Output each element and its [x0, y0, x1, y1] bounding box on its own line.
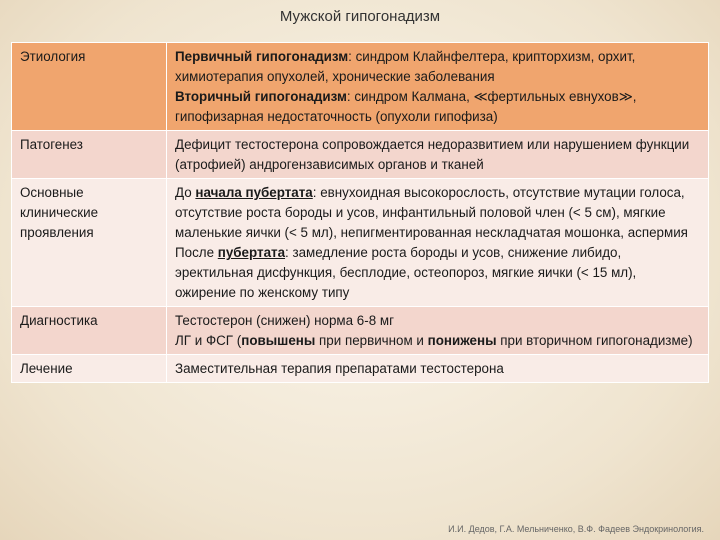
- lh-fsh-prefix: ЛГ и ФСГ (: [175, 333, 242, 348]
- before-puberty-term: начала пубертата: [195, 185, 313, 200]
- after-puberty-term: пубертата: [217, 245, 286, 260]
- row-content: [167, 179, 709, 307]
- row-content: [167, 43, 709, 131]
- table-row-treatment: [12, 355, 709, 383]
- lh-fsh-middle: при первичном и: [315, 333, 428, 348]
- lowered-term: понижены: [427, 333, 497, 348]
- before-prefix: До: [175, 185, 196, 200]
- row-label: Лечение: [12, 355, 167, 383]
- row-content: [167, 307, 709, 355]
- after-puberty-signs: : замедление роста бороды и усов, снижение либидо, эректильная дисфункция, бесплодие, остеопороз, мягкие яички (< 15 мл), ожирение по женскому типу: [175, 245, 637, 300]
- table-row-pathogenesis: [12, 131, 709, 179]
- table-row-clinical: [12, 179, 709, 307]
- before-puberty-signs: : евнухоидная высокорослость, отсутствие мутации голоса, отсутствие роста бороды и усов, инфантильный половой член (< 5 см), мягкие маленькие яички (< 5 мл), непигментированная нескладчатая мошонка, аспермия: [175, 185, 688, 240]
- primary-hypogonadism-term: Первичный гипогонадизм: [175, 49, 349, 64]
- row-label: Этиология: [12, 43, 167, 131]
- row-label: Диагностика: [12, 307, 167, 355]
- slide-title: Мужской гипогонадизм: [279, 8, 441, 25]
- elevated-term: повышены: [241, 333, 316, 348]
- source-credit: И.И. Дедов, Г.А. Мельниченко, В.Ф. Фадеев Эндокринология.: [448, 524, 704, 534]
- testosterone-line: Тестостерон (снижен) норма 6-8 мг: [175, 313, 394, 328]
- hypogonadism-table: [11, 42, 709, 383]
- primary-hypogonadism-causes: : синдром Клайнфелтера, крипторхизм, орхит, химиотерапия опухолей, хронические заболевания: [175, 49, 636, 84]
- lh-fsh-suffix: при вторичном гипогонадизме): [496, 333, 693, 348]
- row-label: Патогенез: [12, 131, 167, 179]
- row-content: Дефицит тестостерона сопровождается недоразвитием или нарушением функции (атрофией) андрогензависимых органов и тканей: [167, 131, 709, 179]
- table-row-diagnostics: [12, 307, 709, 355]
- row-label: Основные клинические проявления: [12, 179, 167, 307]
- table-row-etiology: [12, 43, 709, 131]
- secondary-hypogonadism-causes: : синдром Калмана, ≪фертильных евнухов≫, гипофизарная недостаточность (опухоли гипофиза): [175, 89, 637, 124]
- row-content: Заместительная терапия препаратами тестостерона: [167, 355, 709, 383]
- secondary-hypogonadism-term: Вторичный гипогонадизм: [175, 89, 347, 104]
- after-prefix: После: [175, 245, 218, 260]
